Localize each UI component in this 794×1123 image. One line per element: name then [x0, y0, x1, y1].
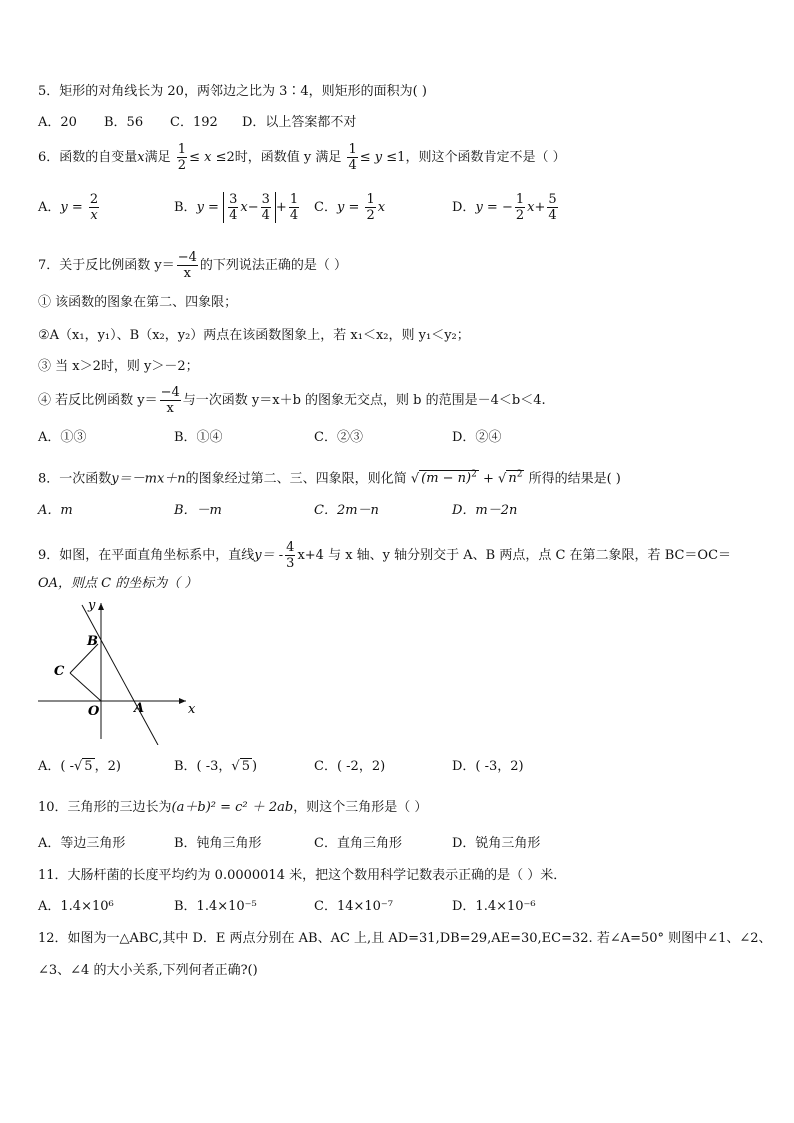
q8-stem: 8．一次函数y＝－mx＋n的图象经过第二、三、四象限，则化简 √ $(m - n)^2$ + √ $n^2$ 所得的结果是( ) — [38, 470, 621, 487]
q6-stem: 6．函数的自变量x满足 $\frac{1}{2}$ ≤ x ≤2时，函数值 y 满足 $\frac{1}{4}$ ≤ y ≤1，则这个函数肯定不是（ ） — [38, 142, 566, 173]
q7-option-a: A．①③ — [38, 430, 87, 445]
q6-option-d: D．y = − $\frac{1}{2}$ x+ $\frac{5}{4}$ — [452, 192, 557, 223]
q10-option-a: A．等边三角形 — [38, 836, 126, 851]
q6-option-a: A．y = $\frac{2}{x}$ — [38, 192, 99, 223]
q9-option-d: D．( -3，2) — [452, 759, 524, 774]
point-a-label: A — [134, 701, 145, 716]
q7-statement-3: ③ 当 x＞2时，则 y＞－2； — [38, 359, 199, 374]
q8-option-d: D．m－2n — [452, 503, 518, 518]
point-c-label: C — [54, 664, 65, 679]
q7-statement-1: ① 该函数的图象在第二、四象限； — [38, 295, 238, 310]
q8-option-b: B．－m — [174, 503, 222, 518]
q9-option-c: C．( -2，2) — [314, 759, 386, 774]
q10-stem: 10．三角形的三边长为(a＋b)² = c² ＋ 2ab，则这个三角形是（ ） — [38, 800, 428, 815]
q11-option-b: B．1.4×10⁻⁵ — [174, 899, 257, 914]
q10-option-b: B．钝角三角形 — [174, 836, 262, 851]
q9-stem-line2: OA，则点 C 的坐标为（ ） — [38, 576, 198, 591]
q9-option-a: A．( -√ 5 ，2) — [38, 759, 121, 774]
q9-option-b: B．( -3，√ 5 ) — [174, 759, 258, 774]
y-label: y — [88, 598, 96, 613]
q7-statement-2: ②A（x₁，y₁）、B（x₂，y₂）两点在该函数图象上，若 x₁＜x₂，则 y₁＜y₂； — [38, 328, 470, 343]
q10-option-d: D．锐角三角形 — [452, 836, 541, 851]
q7-option-b: B．①④ — [174, 430, 223, 445]
point-o-label: O — [88, 704, 100, 719]
q11-option-a: A．1.4×10⁶ — [38, 899, 114, 914]
q6-option-c: C．y = $\frac{1}{2}$ x — [314, 192, 386, 223]
q5-option-c: C．192 — [170, 115, 218, 130]
q11-option-d: D．1.4×10⁻⁶ — [452, 899, 536, 914]
q8-option-a: A．m — [38, 503, 73, 518]
q7-option-c: C．②③ — [314, 430, 363, 445]
q11-stem: 11．大肠杆菌的长度平均约为 0.0000014 米，把这个数用科学记数表示正确的是（ ）米． — [38, 868, 567, 883]
q12-stem-line2: ∠3、∠4 的大小关系,下列何者正确?() — [38, 963, 258, 978]
line-ab — [82, 605, 158, 745]
x-axis-arrow — [179, 698, 186, 704]
q9-stem: 9．如图，在平面直角坐标系中，直线y＝ - $\frac{4}{3}$ x+4 与 x 轴、y 轴分别交于 A、B 两点，点 C 在第二象限，若 BC＝OC＝ — [38, 540, 732, 571]
q7-option-d: D．②④ — [452, 430, 502, 445]
x-label: x — [188, 702, 196, 717]
q12-stem-line1: 12．如图为一△ABC,其中 D．E 两点分别在 AB、AC 上,且 AD=31,DB=29,AE=30,EC=32. 若∠A=50° 则图中∠1、∠2、 — [38, 931, 772, 946]
point-b-label: B — [87, 634, 98, 649]
q7-statement-4: ④ 若反比例函数 y＝ $\frac{-4}{x}$ 与一次函数 y＝x＋b 的图象无交点，则 b 的范围是－4＜b＜4. — [38, 385, 546, 416]
q10-option-c: C．直角三角形 — [314, 836, 402, 851]
q5-option-d: D．以上答案都不对 — [242, 115, 357, 130]
fraction-neg4-over-x: $\frac{-4}{x}$ — [177, 250, 197, 281]
y-axis-arrow — [98, 603, 104, 610]
q9-coordinate-figure — [36, 595, 196, 745]
q11-option-c: C．14×10⁻⁷ — [314, 899, 393, 914]
fraction-quarter: $\frac{1}{4}$ — [348, 142, 357, 173]
sqrt-expression: √ $(m - n)^2$ + √ $n^2$ — [410, 470, 523, 487]
q8-option-c: C．2m－n — [314, 503, 379, 518]
fraction-half: $\frac{1}{2}$ — [177, 142, 187, 173]
segment-co — [70, 673, 101, 701]
q6-option-b: B．y = $\frac{3}{4}$ x− $\frac{3}{4}$ + $\frac{1}{4}$ — [174, 192, 299, 223]
q5-option-b: B．56 — [104, 115, 144, 130]
q5-stem: 5．矩形的对角线长为 20，两邻边之比为 3∶4，则矩形的面积为( ) — [38, 84, 427, 99]
q7-stem: 7．关于反比例函数 y＝ $\frac{-4}{x}$ 的下列说法正确的是（ ） — [38, 250, 348, 281]
q5-option-a: A．20 — [38, 115, 77, 130]
